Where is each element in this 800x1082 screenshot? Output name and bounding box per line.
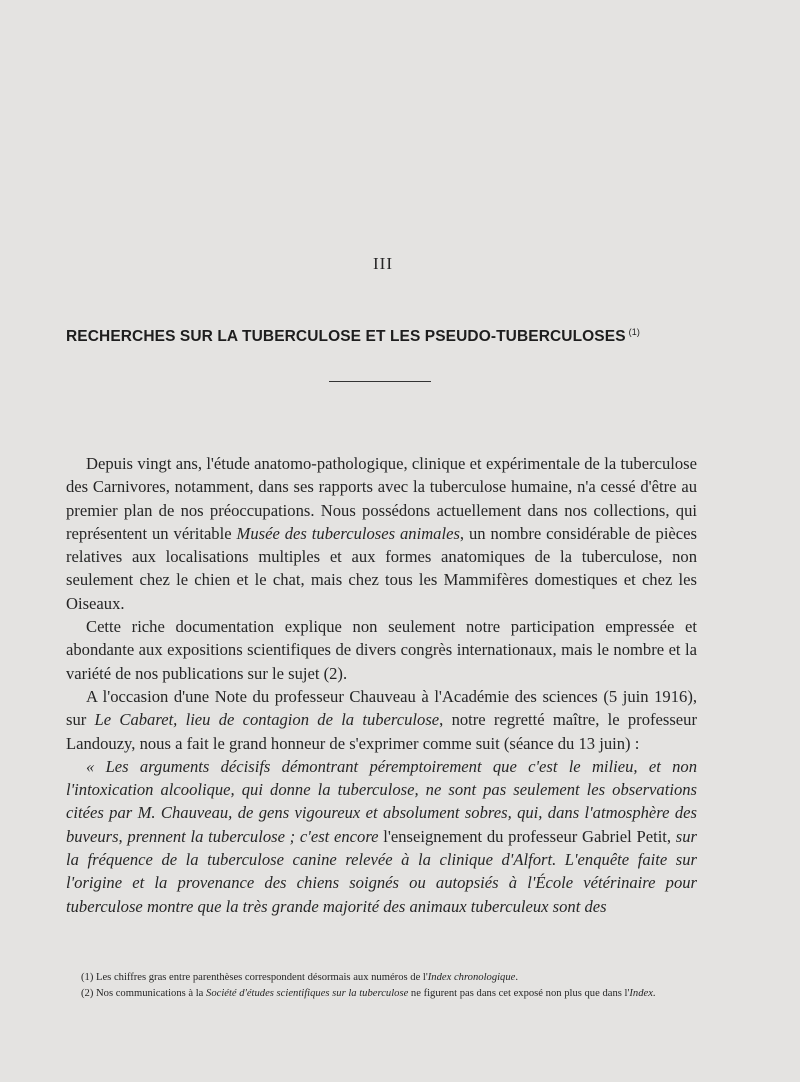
p1-italic-museum: Musée des tuberculoses animales bbox=[236, 523, 460, 543]
chapter-title bbox=[66, 327, 786, 346]
footnote-1 bbox=[66, 970, 700, 986]
title-footnote-ref: (1) bbox=[628, 327, 640, 337]
fn1-text-c: . bbox=[515, 972, 519, 983]
paragraph-2: Cette riche documentation explique non seulement notre participation empressée et abondante aux expositions scientifiques de divers congrès internationaux, mais le nombre et la variété de nos publications sur le sujet (2). bbox=[66, 617, 697, 683]
fn2-italic-index: Index bbox=[629, 988, 653, 999]
p1-text-a: Depuis vingt ans, l'étude anatomo-pathologique, clinique et expérimentale de la tuberculose des Carnivores, notamment, dans ses rapports avec la tuberculose humaine, n'a cessé d'être au premier plan de nos préoccupations. Nous possédons actuellement dans nos collections, qui représentent un véritable bbox=[66, 454, 697, 543]
paragraph-4-quote bbox=[66, 755, 697, 918]
fn2-text-a: (2) Nos communications à la bbox=[81, 988, 207, 999]
footnote-2 bbox=[66, 986, 700, 1002]
fn2-text-e: . bbox=[652, 988, 656, 999]
paragraph-3 bbox=[66, 685, 697, 755]
p3-italic-cabaret: Le Cabaret, lieu de contagion de la tuberculose bbox=[94, 710, 440, 730]
fn2-italic-society: Société d'études scientifiques sur la tuberculose bbox=[206, 988, 409, 999]
fn2-text-c: ne figurent pas dans cet exposé non plus que dans l' bbox=[408, 988, 630, 999]
p4-italic-a: « Les arguments décisifs démontrant péremptoirement que c'est le milieu, et non l'intoxication alcoolique, qui donne la tuberculose, ne sont pas seulement les observations citées par M. Chauveau, de gens vigoureux et absolument sobres, qui, dans l'atmosphère des buveurs, prennent la tuberculose ; c'est encore bbox=[66, 756, 697, 846]
chapter-title-text: RECHERCHES SUR LA TUBERCULOSE ET LES PSEUDO-TUBERCULOSES bbox=[66, 328, 626, 345]
title-divider bbox=[329, 381, 431, 382]
p3-text-c: , notre regretté maître, le professeur Landouzy, nous a fait le grand honneur de s'exprimer comme suit (séance du 13 juin) : bbox=[66, 710, 697, 753]
footnotes bbox=[66, 970, 700, 1002]
p3-text-a: A l'occasion d'une Note du professeur Chauveau à l'Académie des sciences (5 juin 1916), sur bbox=[66, 686, 697, 730]
body-text bbox=[66, 452, 697, 918]
p1-text-c: , un nombre considérable de pièces relatives aux localisations multiples et aux formes anatomiques de la tuberculose, non seulement chez le chien et le chat, mais chez tous les Mammifères domestiques et chez les Oiseaux. bbox=[66, 523, 697, 613]
fn1-text-a: (1) Les chiffres gras entre parenthèses correspondent désormais aux numéros de l' bbox=[81, 972, 428, 983]
chapter-number: III bbox=[373, 254, 393, 273]
fn1-italic-index: Index chronologique bbox=[427, 972, 516, 983]
paragraph-1 bbox=[66, 452, 697, 615]
p4-text-b: l'enseignement du professeur Gabriel Petit, bbox=[378, 826, 676, 846]
p4-italic-c: sur la fréquence de la tuberculose canine relevée à la clinique d'Alfort. L'enquête faite sur l'origine et la provenance des chiens soignés ou autopsiés à l'École vétérinaire pour tuberculose montre que la très grande majorité des animaux tuberculeux sont des bbox=[66, 826, 698, 916]
